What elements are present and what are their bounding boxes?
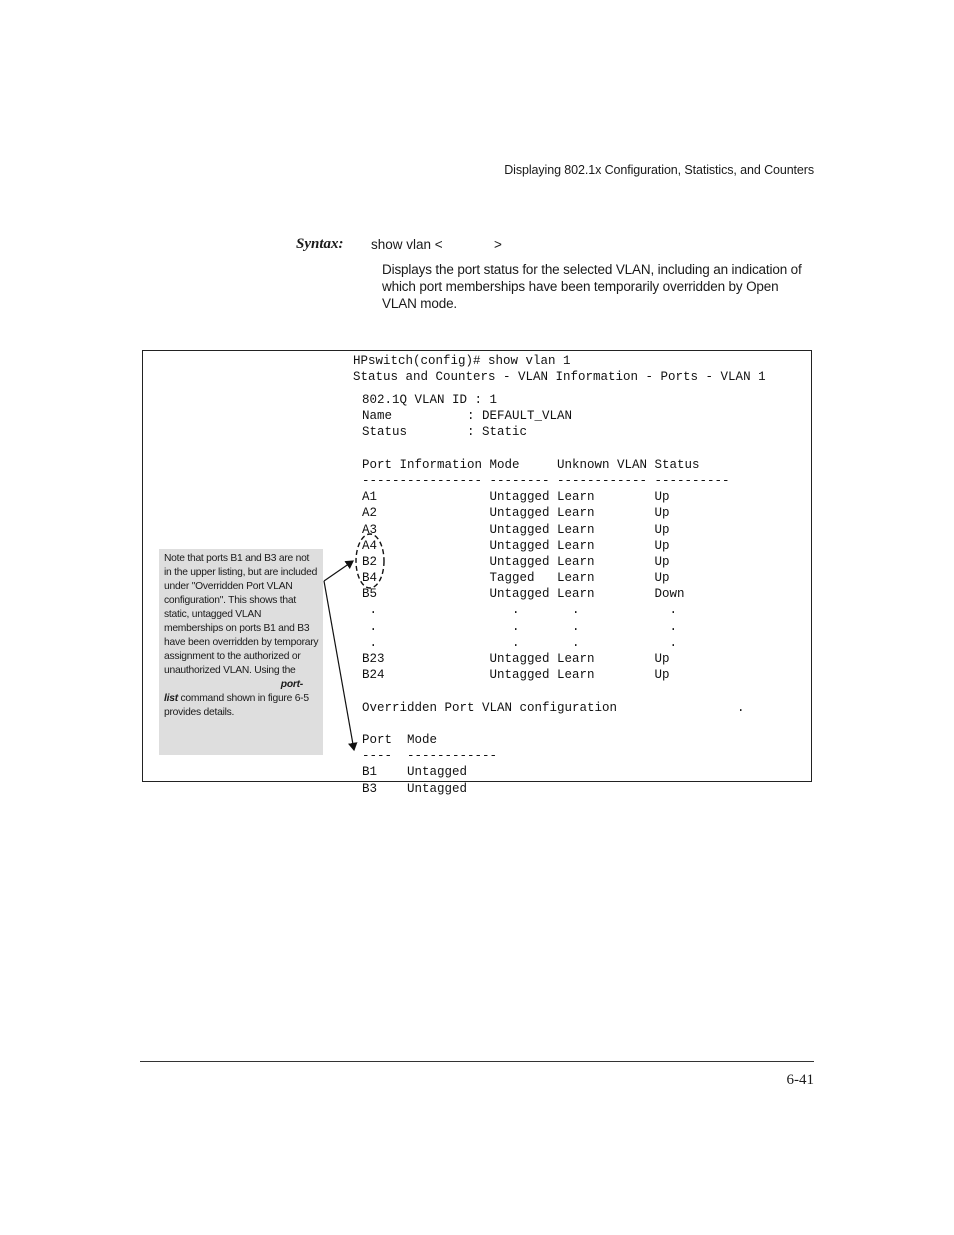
console-line <box>362 441 745 457</box>
console-line: 802.1Q VLAN ID : 1 <box>362 393 498 407</box>
console-line: ---- ------------ <box>362 749 498 764</box>
syntax-command-text: show vlan < <box>371 237 443 252</box>
console-line: Port Mode <box>362 732 438 747</box>
callout-text-tail: command shown in figure 6-5 provides details. <box>164 693 309 718</box>
syntax-description: Displays the port status for the selected VLAN, including an indication of which port memberships have been temporarily overridden by Open VLAN mode. <box>382 262 802 311</box>
footer-rule <box>140 1061 814 1062</box>
console-line: A3 Untagged Learn Up <box>362 522 670 537</box>
console-body <box>362 392 745 797</box>
running-header: Displaying 802.1x Configuration, Statistics, and Counters <box>504 163 814 177</box>
console-line: A2 Untagged Learn Up <box>362 506 670 521</box>
callout-note <box>159 549 323 755</box>
console-line: B4 Tagged Learn Up <box>362 571 670 586</box>
console-line: A1 Untagged Learn Up <box>362 490 670 505</box>
syntax-command-close: > <box>494 237 502 252</box>
console-top <box>353 352 766 384</box>
console-line: ---------------- -------- ------------ ---------- <box>362 473 730 488</box>
console-line: Status : Static <box>362 425 528 440</box>
callout-emphasis-list: list <box>164 693 178 704</box>
console-line: A4 Untagged Learn Up <box>362 538 670 553</box>
callout-emphasis-port: port- <box>280 679 303 690</box>
console-line: B1 Untagged <box>362 765 468 780</box>
callout-text: Note that ports B1 and B3 are not in the upper listing, but are included under "Overridden Port VLAN configuration". This shows that static, untagged VLAN memberships on ports B1 and B3 have been overridden by temporary assignment to the authorized or unauthorized VLAN. Using the <box>164 553 319 676</box>
console-line: Name : DEFAULT_VLAN <box>362 409 573 424</box>
console-line: Overridden Port VLAN configuration . <box>362 700 745 715</box>
console-line: Status and Counters - VLAN Information - Ports - VLAN 1 <box>353 370 766 385</box>
console-line: B5 Untagged Learn Down <box>362 587 685 602</box>
console-line <box>362 683 745 699</box>
console-line: B2 Untagged Learn Up <box>362 554 670 569</box>
syntax-label: Syntax: <box>296 236 344 252</box>
console-line: Port Information Mode Unknown VLAN Status <box>362 457 700 472</box>
console-line: . . . . <box>362 635 678 650</box>
console-line: HPswitch(config)# show vlan 1 <box>353 354 571 368</box>
page-number: 6-41 <box>786 1072 814 1088</box>
console-line: B3 Untagged <box>362 781 468 796</box>
console-line: . . . . <box>362 619 678 634</box>
syntax-command <box>371 237 502 252</box>
console-line <box>362 716 745 732</box>
console-line: . . . . <box>362 603 678 618</box>
console-line: B24 Untagged Learn Up <box>362 668 670 683</box>
console-line: B23 Untagged Learn Up <box>362 652 670 666</box>
